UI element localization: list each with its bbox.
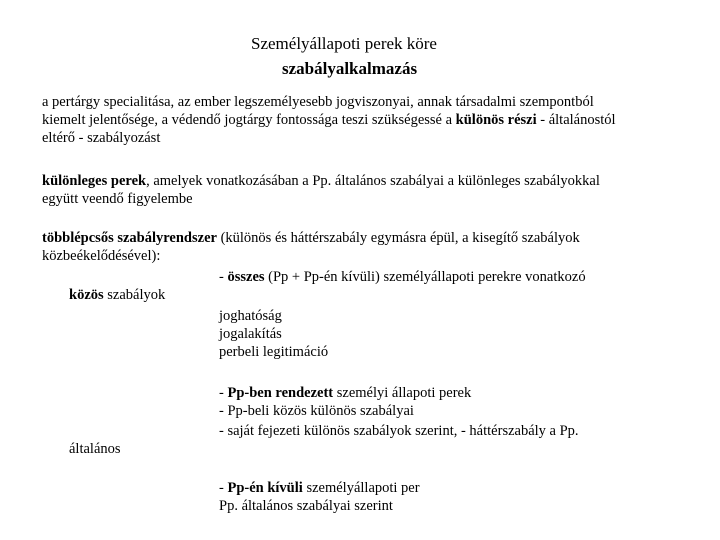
outside-pp-item: - Pp-én kívüli személyállapoti per [219, 480, 420, 496]
paragraph-line: együtt veendő figyelembe [42, 191, 193, 207]
general-item: - Pp-ben rendezett személyi állapoti perek [219, 385, 472, 401]
general-item: - Pp-beli közös különös szabályai [219, 403, 414, 419]
paragraph-line: a pertárgy specialitása, az ember legszemélyesebb jogviszonyai, annak társadalmi szempontból [42, 94, 594, 110]
common-rule-item: jogalakítás [219, 326, 282, 342]
paragraph-line: kiemelt jelentősége, a védendő jogtárgy fontossága teszi szükségessé a különös részi - általánostól [42, 112, 616, 128]
paragraph-line: többlépcsős szabályrendszer (különös és háttérszabály egymásra épül, a kisegítő szabályok [42, 230, 580, 246]
general-label: általános [69, 441, 121, 457]
paragraph-line: közbeékelődésével): [42, 248, 161, 264]
common-rule-item: perbeli legitimáció [219, 344, 329, 360]
paragraph-specialty [42, 93, 702, 147]
common-rules-scope: - összes (Pp + Pp-én kívüli) személyállapoti perekre vonatkozó [219, 269, 586, 285]
title-line-2: szabályalkalmazás [282, 59, 418, 78]
paragraph-line: eltérő - szabályozást [42, 130, 161, 146]
common-rules-label: közös szabályok [69, 287, 166, 303]
emphasis: Pp-ben rendezett [227, 385, 334, 401]
title-line-1: Személyállapoti perek köre [251, 34, 437, 53]
emphasis: Pp-én kívüli [227, 480, 303, 496]
emphasis: különleges perek [42, 173, 147, 189]
page-subtitle [282, 59, 417, 79]
common-rule-item: joghatóság [219, 308, 282, 324]
emphasis: különös részi [455, 112, 537, 128]
general-item: - saját fejezeti különös szabályok szerint, - háttérszabály a Pp. [219, 423, 579, 439]
paragraph-special-cases [42, 172, 702, 208]
paragraph-multilevel [42, 229, 702, 265]
page-title [251, 34, 437, 54]
emphasis: többlépcsős szabályrendszer [42, 230, 217, 246]
emphasis: összes [227, 269, 265, 285]
paragraph-line: különleges perek, amelyek vonatkozásában a Pp. általános szabályai a különleges szabályokkal [42, 173, 600, 189]
outside-pp-item: Pp. általános szabályai szerint [219, 498, 393, 514]
